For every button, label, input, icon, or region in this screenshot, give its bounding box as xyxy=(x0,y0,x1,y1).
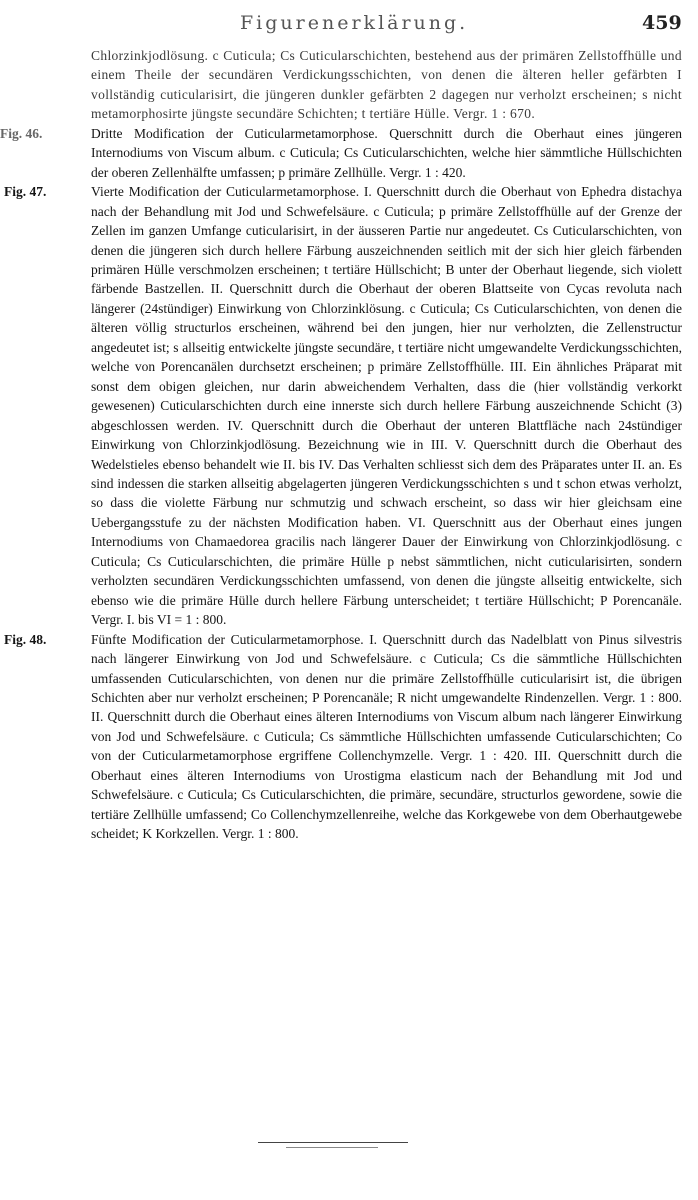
figure-explanations xyxy=(0,46,698,844)
figure-label: Fig. 47. xyxy=(4,184,47,200)
entry-text: Fünfte Modification der Cuticularmetamorphose. I. Querschnitt durch das Nadelblatt von Pinus silvestris nach längerer Einwirkung von Jod und Schwefelsäure. c Cuticula; Cs die sämmtliche Hüllschichten umfassenden Cuticularschichten, von denen nur die primäre Zellstoffhülle cuticularisirt ist, die übrigen Schichten aber nur verholzt erscheinen; P Porencanäle; R nicht umgewandelte Rindenzellen. Vergr. 1 : 800. II. Querschnitt durch die Oberhaut eines älteren Internodiums von Viscum album nach längerer Einwirkung von Jod und Schwefelsäure. c Cuticula; Cs sämmtliche Hüllschichten umfassende Cuticularschichten; Co von der Cuticularmetamorphose ergriffene Collenchymzelle. Vergr. 1 : 420. III. Querschnitt durch die Oberhaut eines älteren Internodiums von Urostigma elasticum nach der Behandlung mit Jod und Schwefelsäure. c Cuticula; Cs Cuticularschichten, die primäre, secundäre, structurlos gewordene, sowie die tertiäre Zellhülle umfassend; Co Collenchymzellenreihe, welche das Korkgewebe von dem Oberhautgewebe scheidet; K Korkzellen. Vergr. 1 : 800. xyxy=(91,631,682,842)
continued-entry-text: Chlorzinkjodlösung. c Cuticula; Cs Cuticularschichten, bestehend aus der primären Zellstoffhülle und einem Theile der secundären Verdickungsschichten, von denen die älteren heller gefärbten I vollständig cuticularisirt, die jüngeren dunkler gefärbten 2 dagegen nur verholzt erscheinen; s nicht metamorphosirte jüngste secundäre Schichten; t tertiäre Hülle. Vergr. 1 : 670. xyxy=(91,48,682,122)
entry-fig-46 xyxy=(0,124,698,182)
page-number: 459 xyxy=(642,12,682,34)
running-head xyxy=(0,12,698,38)
entry-text: Dritte Modification der Cuticularmetamorphose. Querschnitt durch die Oberhaut eines jüngeren Internodiums von Viscum album. c Cuticula; Cs Cuticularschichten, welche hier sämmtliche Hüllschichten der oberen Zellenhälfte umfassen; p primäre Zellhülle. Vergr. 1 : 420. xyxy=(91,125,682,180)
running-title: Figurenerklärung. xyxy=(240,12,469,34)
entry-fig-47 xyxy=(0,182,698,629)
figure-label: Fig. 46. xyxy=(0,125,43,141)
entry-text: Vierte Modification der Cuticularmetamorphose. I. Querschnitt durch die Oberhaut von Ephedra distachya nach der Behandlung mit Jod und Schwefelsäure. c Cuticula; p primäre Zellstoffhülle auf der Grenze der Zellen im ganzen Umfange cuticularisirt, in der äusseren Partie nur angedeutet. Cs Cuticularschichten, von denen die jüngeren sich durch hellere Färbung auszeichnenden seitlich mit der sich hier gleich färbenden primären Hülle verschmolzen erscheinen; t tertiäre Hüllschicht; B unter der Oberhaut liegende, sich violett färbende Bastzellen. II. Querschnitt durch die Oberhaut der oberen Blattseite von Cycas revoluta nach längerer (24stündiger) Einwirkung von Chlorzinklösung. c Cuticula; Cs Cuticularschichten, von denen die älteren völlig structurlos erscheinen, während bei den jungen, hier nur verholzten, die Zellenstructur angedeutet ist; s allseitig entwickelte jüngste secundäre, t tertiäre nicht umgewandelte Verdickungsschichten, welche von Porencanälen durchsetzt erscheinen; p primäre Zellstoffhülle. III. Ein ähnliches Präparat mit sonst dem obigen gleichen, nur darin abweichendem Verhalten, dass die (hier vollständig verkorkt gewesenen) Cuticularschichten durch eine innerste sich durch hellere Färbung auszeichnende Schicht (3) abgeschlossen werden. IV. Querschnitt durch die Oberhaut der unteren Blattfläche nach 24stündiger Einwirkung von Chlorzinkjodlösung. Bezeichnung wie in III. V. Querschnitt durch die Oberhaut des Wedelstieles ebenso behandelt wie II. bis IV. Das Verhalten schliesst sich dem des Präparates unter II. an. Es sind indessen die starken allseitig abgelagerten jüngeren Verdickungsschichten s und t schon etwas verholzt, so dass die violette Färbung nur schmutzig und schwach erscheint, so dass wir hier gleichsam eine Uebergangsstufe zu der nächsten Modification haben. VI. Querschnitt aus der Oberhaut eines jungen Internodiums von Chamaedorea gracilis nach längerer Dauer der Einwirkung von Chlorzinkjodlösung. c Cuticula; Cs Cuticularschichten, die primäre Hülle p nebst sämmtlichen, nicht cuticularisirten, sondern verholzten secundären Verdickungsschichten umfassend, von denen die jüngste allseitig entwickelte, sich ebenso wie die primäre Hülle durch hellere Färbung unterscheidet; t tertiäre Hüllschicht; P Porencanäle. Vergr. I. bis VI = 1 : 800. xyxy=(91,184,682,628)
figure-label: Fig. 48. xyxy=(4,631,47,647)
continued-entry xyxy=(0,46,698,124)
footer-rule-secondary xyxy=(286,1147,378,1149)
footer-rule xyxy=(258,1142,408,1144)
entry-fig-48 xyxy=(0,630,698,844)
